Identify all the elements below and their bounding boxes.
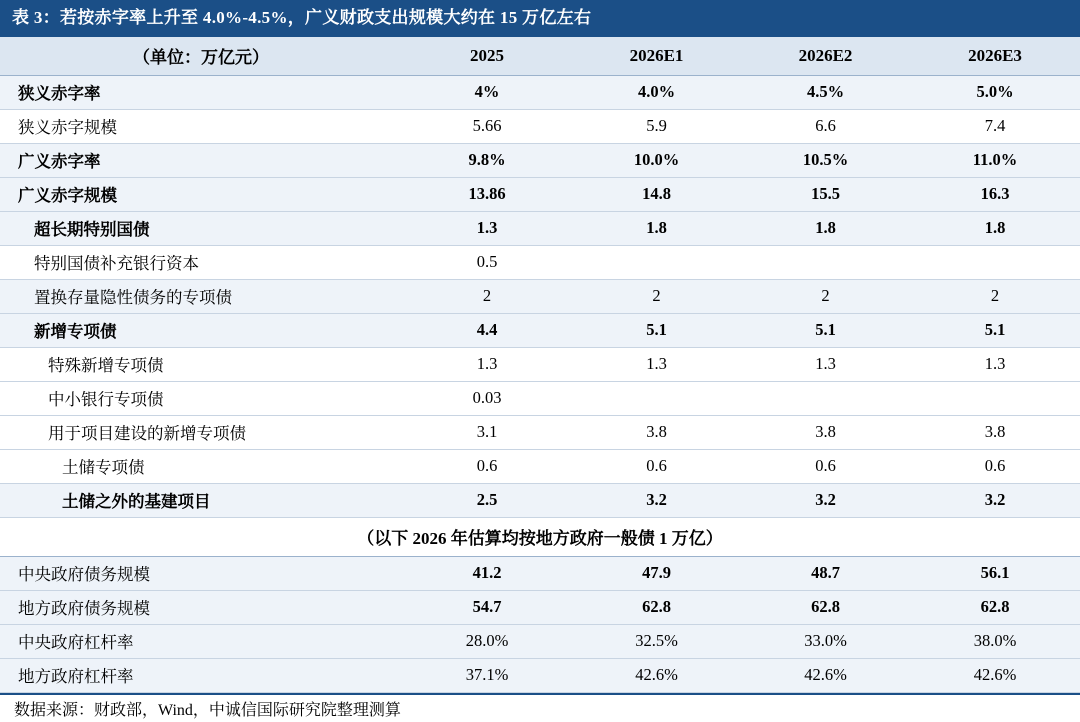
row-value: 5.0% xyxy=(910,76,1080,110)
table-row xyxy=(0,144,1080,178)
row-value: 28.0% xyxy=(402,625,572,659)
row-value: 3.8 xyxy=(910,416,1080,450)
row-label: 中小银行专项债 xyxy=(0,382,402,416)
table-row xyxy=(0,110,1080,144)
row-value: 2 xyxy=(402,280,572,314)
row-value: 5.9 xyxy=(572,110,741,144)
row-value: 54.7 xyxy=(402,591,572,625)
row-value: 62.8 xyxy=(910,591,1080,625)
row-value: 5.1 xyxy=(741,314,910,348)
column-header-2025: 2025 xyxy=(402,37,572,76)
table-row xyxy=(0,450,1080,484)
row-value: 0.5 xyxy=(402,246,572,280)
row-value: 1.3 xyxy=(910,348,1080,382)
header-row xyxy=(0,37,1080,76)
table-row xyxy=(0,314,1080,348)
row-label: 特别国债补充银行资本 xyxy=(0,246,402,280)
row-value: 3.1 xyxy=(402,416,572,450)
row-value: 3.8 xyxy=(572,416,741,450)
table-body xyxy=(0,76,1080,693)
table-row xyxy=(0,625,1080,659)
row-value: 42.6% xyxy=(741,659,910,693)
row-value: 0.03 xyxy=(402,382,572,416)
row-value: 0.6 xyxy=(572,450,741,484)
row-value: 38.0% xyxy=(910,625,1080,659)
section-note: （以下 2026 年估算均按地方政府一般债 1 万亿） xyxy=(0,518,1080,557)
row-label: 用于项目建设的新增专项债 xyxy=(0,416,402,450)
row-value: 4.5% xyxy=(741,76,910,110)
table-row xyxy=(0,382,1080,416)
row-value: 1.8 xyxy=(572,212,741,246)
row-value xyxy=(910,246,1080,280)
table-row xyxy=(0,484,1080,518)
row-value xyxy=(910,382,1080,416)
row-value: 2 xyxy=(572,280,741,314)
row-value: 16.3 xyxy=(910,178,1080,212)
row-label: 超长期特别国债 xyxy=(0,212,402,246)
table-row xyxy=(0,212,1080,246)
row-label: 狭义赤字规模 xyxy=(0,110,402,144)
row-value: 2 xyxy=(910,280,1080,314)
row-value: 62.8 xyxy=(572,591,741,625)
row-value: 10.5% xyxy=(741,144,910,178)
section-note-row xyxy=(0,518,1080,557)
row-value: 47.9 xyxy=(572,557,741,591)
row-value: 37.1% xyxy=(402,659,572,693)
row-value: 6.6 xyxy=(741,110,910,144)
row-value: 62.8 xyxy=(741,591,910,625)
column-header-unit: （单位：万亿元） xyxy=(0,37,402,76)
row-value: 10.0% xyxy=(572,144,741,178)
row-value: 1.3 xyxy=(741,348,910,382)
table-row xyxy=(0,348,1080,382)
table-row xyxy=(0,246,1080,280)
row-value: 14.8 xyxy=(572,178,741,212)
table-row xyxy=(0,557,1080,591)
row-value: 42.6% xyxy=(910,659,1080,693)
row-value: 3.8 xyxy=(741,416,910,450)
row-label: 置换存量隐性债务的专项债 xyxy=(0,280,402,314)
row-value: 4% xyxy=(402,76,572,110)
row-value: 11.0% xyxy=(910,144,1080,178)
row-value: 56.1 xyxy=(910,557,1080,591)
column-header-2026e3: 2026E3 xyxy=(910,37,1080,76)
column-header-2026e2: 2026E2 xyxy=(741,37,910,76)
row-value: 1.8 xyxy=(741,212,910,246)
table-header xyxy=(0,37,1080,76)
row-value: 7.4 xyxy=(910,110,1080,144)
row-value: 2.5 xyxy=(402,484,572,518)
source-note: 数据来源：财政部，Wind，中诚信国际研究院整理测算 xyxy=(14,702,401,720)
row-value: 1.3 xyxy=(402,212,572,246)
row-value: 15.5 xyxy=(741,178,910,212)
table-row xyxy=(0,591,1080,625)
table-title: 表 3：若按赤字率上升至 4.0%-4.5%，广义财政支出规模大约在 15 万亿左右 xyxy=(0,0,1080,37)
table-row xyxy=(0,178,1080,212)
row-value: 1.3 xyxy=(402,348,572,382)
row-label: 中央政府杠杆率 xyxy=(0,625,402,659)
row-value: 41.2 xyxy=(402,557,572,591)
row-label: 广义赤字规模 xyxy=(0,178,402,212)
row-value xyxy=(741,246,910,280)
row-label: 中央政府债务规模 xyxy=(0,557,402,591)
row-value: 42.6% xyxy=(572,659,741,693)
table-row xyxy=(0,416,1080,450)
row-label: 地方政府债务规模 xyxy=(0,591,402,625)
row-label: 特殊新增专项债 xyxy=(0,348,402,382)
row-value: 0.6 xyxy=(910,450,1080,484)
row-value xyxy=(572,382,741,416)
row-label: 地方政府杠杆率 xyxy=(0,659,402,693)
row-value: 3.2 xyxy=(572,484,741,518)
row-label: 土储专项债 xyxy=(0,450,402,484)
table-row xyxy=(0,76,1080,110)
row-value: 48.7 xyxy=(741,557,910,591)
column-header-2026e1: 2026E1 xyxy=(572,37,741,76)
row-value: 0.6 xyxy=(741,450,910,484)
row-label: 狭义赤字率 xyxy=(0,76,402,110)
row-value: 0.6 xyxy=(402,450,572,484)
row-value: 33.0% xyxy=(741,625,910,659)
table-row xyxy=(0,280,1080,314)
row-label: 广义赤字率 xyxy=(0,144,402,178)
row-value: 5.1 xyxy=(910,314,1080,348)
row-value: 2 xyxy=(741,280,910,314)
row-value: 5.66 xyxy=(402,110,572,144)
row-label: 新增专项债 xyxy=(0,314,402,348)
row-value xyxy=(572,246,741,280)
row-value: 9.8% xyxy=(402,144,572,178)
row-value: 32.5% xyxy=(572,625,741,659)
fiscal-table xyxy=(0,37,1080,693)
row-value: 1.8 xyxy=(910,212,1080,246)
row-value xyxy=(741,382,910,416)
row-value: 13.86 xyxy=(402,178,572,212)
row-value: 4.0% xyxy=(572,76,741,110)
row-label: 土储之外的基建项目 xyxy=(0,484,402,518)
row-value: 3.2 xyxy=(910,484,1080,518)
row-value: 5.1 xyxy=(572,314,741,348)
row-value: 3.2 xyxy=(741,484,910,518)
table-row xyxy=(0,659,1080,693)
row-value: 4.4 xyxy=(402,314,572,348)
row-value: 1.3 xyxy=(572,348,741,382)
